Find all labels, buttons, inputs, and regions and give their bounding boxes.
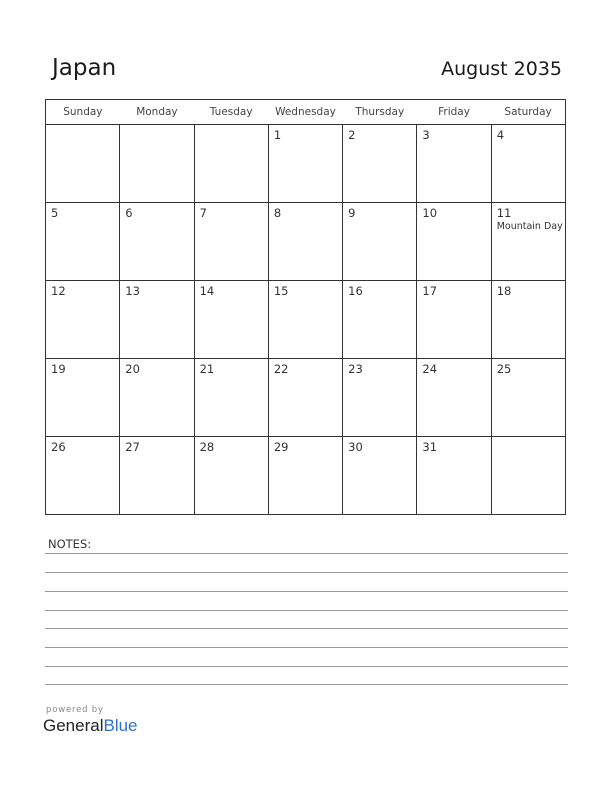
day-cell xyxy=(343,437,417,515)
day-number: 7 xyxy=(199,206,207,220)
week-row xyxy=(46,437,566,515)
day-cell xyxy=(268,125,342,203)
day-number: 17 xyxy=(422,284,438,298)
weekday-header: Monday xyxy=(120,100,194,125)
day-cell xyxy=(194,125,268,203)
brand-logo[interactable] xyxy=(43,716,138,736)
day-number: 15 xyxy=(273,284,289,298)
week-row xyxy=(46,359,566,437)
calendar-grid xyxy=(45,99,566,515)
day-number: 3 xyxy=(422,128,430,142)
weekday-header: Tuesday xyxy=(194,100,268,125)
day-number: 14 xyxy=(199,284,215,298)
day-number: 24 xyxy=(422,362,438,376)
day-cell xyxy=(268,359,342,437)
day-number: 23 xyxy=(348,362,363,376)
day-cell xyxy=(194,437,268,515)
day-cell xyxy=(46,281,120,359)
day-number: 18 xyxy=(496,284,512,298)
day-cell xyxy=(417,281,491,359)
notes-line[interactable] xyxy=(45,666,568,667)
brand-general-text: General xyxy=(43,716,104,735)
day-number: 28 xyxy=(199,440,215,454)
day-cell xyxy=(417,359,491,437)
day-cell xyxy=(46,359,120,437)
day-number: 30 xyxy=(348,440,363,454)
weekday-header: Saturday xyxy=(491,100,565,125)
day-cell xyxy=(120,203,194,281)
weekday-header: Friday xyxy=(417,100,491,125)
day-cell xyxy=(343,281,417,359)
day-cell xyxy=(268,281,342,359)
notes-line[interactable] xyxy=(45,553,568,554)
day-cell xyxy=(120,359,194,437)
powered-by-label: powered by xyxy=(46,705,104,715)
day-cell xyxy=(194,359,268,437)
brand-blue-text: Blue xyxy=(103,716,138,735)
day-number: 11 xyxy=(496,206,512,220)
day-cell xyxy=(194,281,268,359)
day-cell xyxy=(343,125,417,203)
weekday-header: Wednesday xyxy=(268,100,342,125)
day-cell xyxy=(120,281,194,359)
day-number: 25 xyxy=(496,362,512,376)
notes-line[interactable] xyxy=(45,628,568,629)
day-number: 26 xyxy=(51,440,66,454)
week-row xyxy=(46,125,566,203)
day-number: 16 xyxy=(348,284,363,298)
day-cell xyxy=(194,203,268,281)
week-row xyxy=(46,281,566,359)
day-cell xyxy=(343,359,417,437)
day-number: 13 xyxy=(125,284,140,298)
day-number: 29 xyxy=(273,440,289,454)
day-number: 27 xyxy=(125,440,140,454)
day-number: 6 xyxy=(125,206,133,220)
day-number: 20 xyxy=(125,362,140,376)
day-number: 12 xyxy=(51,284,66,298)
day-number: 2 xyxy=(348,128,356,142)
day-cell xyxy=(491,203,565,281)
day-cell xyxy=(46,437,120,515)
day-cell xyxy=(120,125,194,203)
notes-line[interactable] xyxy=(45,572,568,573)
day-cell xyxy=(343,203,417,281)
day-cell xyxy=(268,437,342,515)
notes-line[interactable] xyxy=(45,647,568,648)
day-number: 1 xyxy=(273,128,282,142)
notes-line[interactable] xyxy=(45,591,568,592)
month-year-title: August 2035 xyxy=(441,58,562,80)
notes-line[interactable] xyxy=(45,684,568,685)
holiday-label: Mountain Day xyxy=(496,221,563,232)
day-cell xyxy=(491,359,565,437)
day-number: 9 xyxy=(348,206,356,220)
day-cell xyxy=(417,203,491,281)
day-cell xyxy=(268,203,342,281)
notes-label: NOTES: xyxy=(48,537,92,551)
weekday-header: Thursday xyxy=(343,100,417,125)
day-cell xyxy=(417,437,491,515)
day-cell xyxy=(46,125,120,203)
day-cell xyxy=(46,203,120,281)
country-title: Japan xyxy=(52,55,117,81)
day-number: 5 xyxy=(51,206,59,220)
day-cell xyxy=(417,125,491,203)
day-number: 19 xyxy=(51,362,66,376)
day-number: 8 xyxy=(273,206,282,220)
weekday-header-row xyxy=(46,100,566,125)
week-row xyxy=(46,203,566,281)
day-cell xyxy=(491,437,565,515)
day-number: 21 xyxy=(199,362,215,376)
day-cell xyxy=(491,125,565,203)
day-number: 4 xyxy=(496,128,505,142)
day-cell xyxy=(120,437,194,515)
day-number: 10 xyxy=(422,206,438,220)
notes-line[interactable] xyxy=(45,610,568,611)
day-number: 22 xyxy=(273,362,289,376)
day-number: 31 xyxy=(422,440,438,454)
day-cell xyxy=(491,281,565,359)
weekday-header: Sunday xyxy=(46,100,120,125)
